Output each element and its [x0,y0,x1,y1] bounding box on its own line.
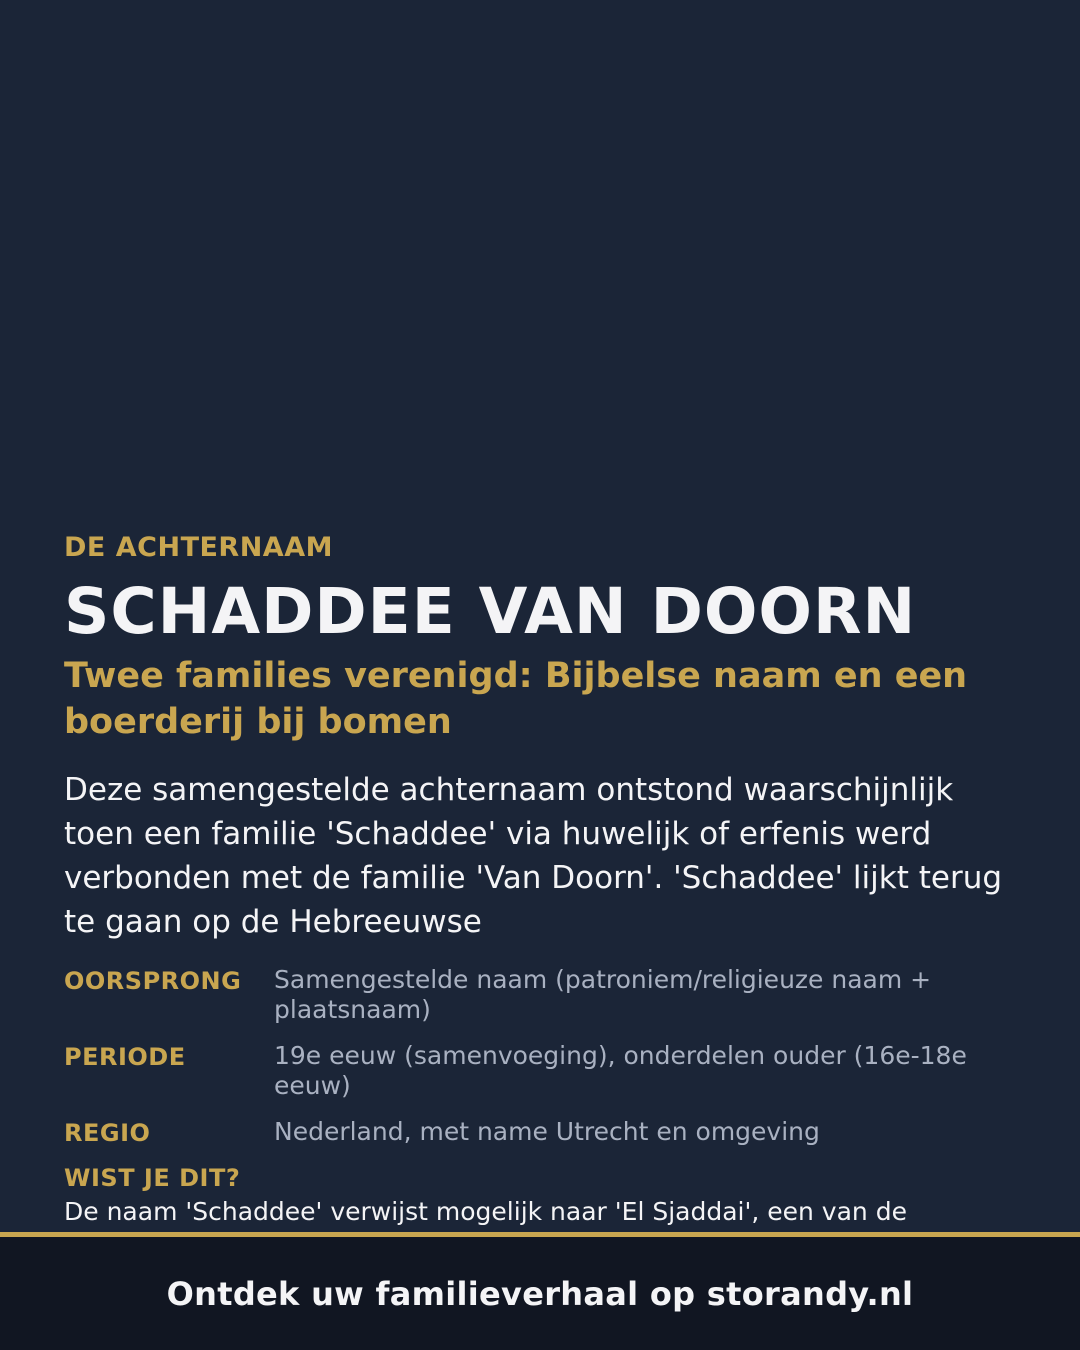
tagline: Twee families verenigd: Bijbelse naam en een boerderij bij bomen [64,656,968,742]
facts-list [64,965,1024,1165]
fact-value: Samengestelde naam (patroniem/religieuze naam + plaatsnaam) [274,965,932,1024]
footer-cta-link[interactable]: Ontdek uw familieverhaal op storandy.nl [166,1274,914,1313]
footer-bar [0,1232,1080,1350]
fact-label: OORSPRONG [64,967,242,995]
fact-label: REGIO [64,1119,151,1147]
intro-paragraph: Deze samengestelde achternaam ontstond waarschijnlijk toen een familie 'Schaddee' via huwelijk of erfenis werd verbonden met de familie 'Van Doorn'. 'Schaddee' lijkt terug te gaan op de Hebreeuwse [64,772,1003,940]
did-you-know-text: De naam 'Schaddee' verwijst mogelijk naar 'El Sjaddai', een van de [64,1197,907,1226]
fact-row-origin [64,965,1024,1025]
surname-title: SCHADDEE VAN DOORN [64,575,917,648]
fact-value: 19e eeuw (samenvoeging), onderdelen ouder (16e-18e eeuw) [274,1041,967,1100]
did-you-know-label: WIST JE DIT? [64,1164,241,1192]
fact-row-period [64,1041,1024,1101]
eyebrow-label: DE ACHTERNAAM [64,532,333,563]
fact-row-region [64,1117,1024,1149]
fact-label: PERIODE [64,1043,186,1071]
fact-value: Nederland, met name Utrecht en omgeving [274,1117,820,1146]
